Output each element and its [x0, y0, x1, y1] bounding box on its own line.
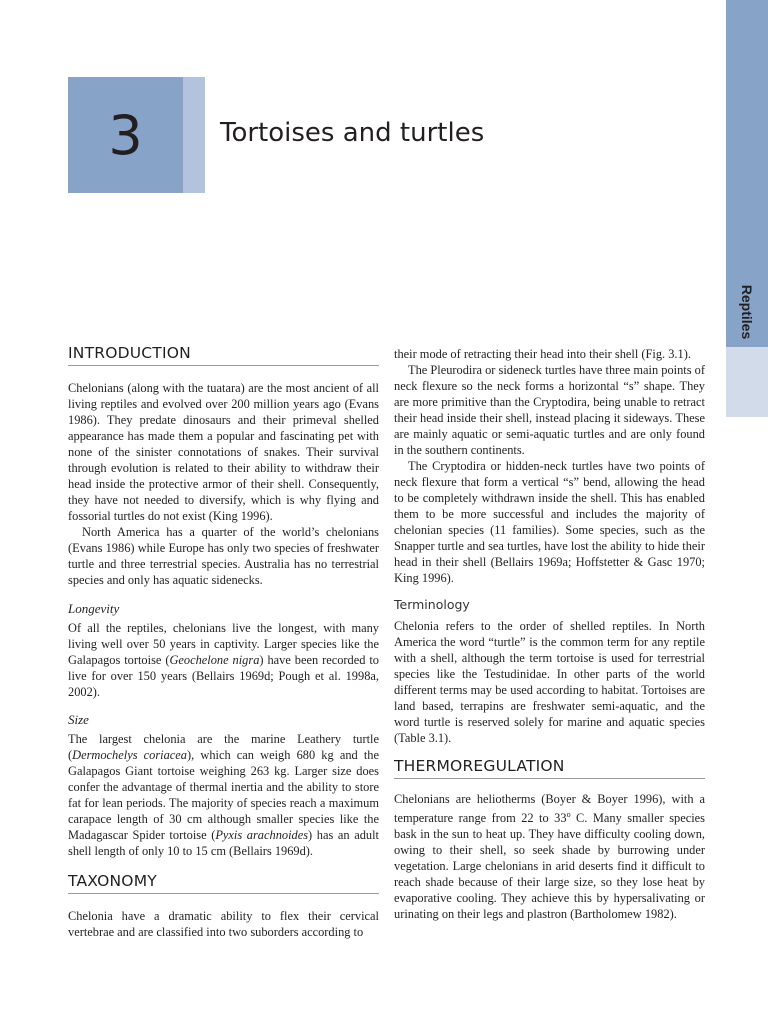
retraction-paragraph: their mode of retracting their head into their shell (Fig. 3.1).: [394, 347, 691, 361]
cryptodira-paragraph: The Cryptodira or hidden-neck turtles have two points of neck flexure that form a vertical “s” bend, allowing the head to be completely withdrawn inside the shell. This has enabled them to be more successful and includes the majority of chelonian species (11 families). Some species, such as the Snapper turtle and sea turtles, have lost the ability to hide their head in their shell (Bellairs 1969a; Hoffstetter & Gasc 1970; King 1996).: [394, 459, 705, 585]
side-tab-light: [726, 347, 768, 417]
longevity-heading: Longevity: [68, 601, 120, 616]
intro-paragraph-2: North America has a quarter of the world’s chelonians (Evans 1986) while Europe has only two species of freshwater turtle and three terrestrial species. Australia has no terrestrial species and only has aquatic sidenecks.: [68, 525, 379, 587]
intro-paragraph-1: Chelonians (along with the tuatara) are the most ancient of all living reptiles and evolved over 200 million years ago (Evans 1986). They predate dinosaurs and their primeval shelled appearance has made them a popular and fascinating pet with none of the sinister connotations of snakes. Their survival through evolution is related to their ability to withdraw their head inside the protective armor of their shell. Consequently, they have not needed to diversify, which is why flying and fossorial turtles do not exist (King 1996).: [68, 381, 379, 523]
thermoregulation-heading: THERMOREGULATION: [394, 756, 705, 779]
longevity-paragraph: Of all the reptiles, chelonians live the longest, with many living well over 50 years in captivity. Larger species like the Galapagos tortoise (Geochelone nigra) have been recorded to live for over 150 years (Bellairs 1969d; Pough et al. 1998a, 2002).: [68, 621, 379, 699]
pleurodira-paragraph: The Pleurodira or sideneck turtles have three main points of neck flexure so the neck forms a horizontal “s” shape. They are more primitive than the Cryptodira, being unable to retract their head inside their shell, instead placing it sideways. These are mainly aquatic or semi-aquatic turtles and are only found in the southern continents.: [394, 363, 705, 457]
side-tab-label: Reptiles: [739, 284, 755, 340]
thermoregulation-paragraph: Chelonians are heliotherms (Boyer & Boyer 1996), with a temperature range from 22 to 33$^o$ C. Many smaller species bask in the sun to heat up. They have difficulty cooling down, owing to their shell, so seek shade by burrowing under vegetation. Large chelonians in arid deserts find it difficult to reach shade because of their large size, so they lose heat by evaporative cooling. They achieve this by hypersalivating or urinating on their legs and plastron (Bartholomew 1982).: [394, 792, 705, 922]
taxonomy-paragraph: Chelonia have a dramatic ability to flex their cervical vertebrae and are classified into two suborders according to: [68, 909, 379, 939]
chapter-number: 3: [108, 104, 143, 167]
chapter-box-stripe: [183, 77, 205, 193]
terminology-heading: Terminology: [394, 597, 470, 612]
terminology-paragraph: Chelonia refers to the order of shelled reptiles. In North America the word “turtle” is the common term for any reptile with a shell, although the term tortoise is used for terrestrial species like the Testudinidae. In other parts of the world different terms may be used according to habitat. Tortoises are land based, terrapins are freshwater semi-aquatic, and the word turtle is reserved solely for marine and aquatic species (Table 3.1).: [394, 619, 705, 745]
introduction-heading: INTRODUCTION: [68, 343, 379, 366]
taxonomy-heading: TAXONOMY: [68, 871, 379, 894]
right-column: [394, 346, 705, 922]
size-heading: Size: [68, 712, 89, 727]
left-column: [68, 343, 379, 940]
size-paragraph: The largest chelonia are the marine Leathery turtle (Dermochelys coriacea), which can weigh 680 kg and the Galapagos Giant tortoise weighing 263 kg. Larger size does confer the advantage of thermal inertia and the ability to store fat for lean periods. The majority of species reach a maximum carapace length of 30 cm although smaller species like the Madagascar Spider tortoise (Pyxis arachnoides) has an adult shell length of only 10 to 15 cm (Bellairs 1969d).: [68, 732, 379, 858]
chapter-title: Tortoises and turtles: [220, 118, 485, 148]
